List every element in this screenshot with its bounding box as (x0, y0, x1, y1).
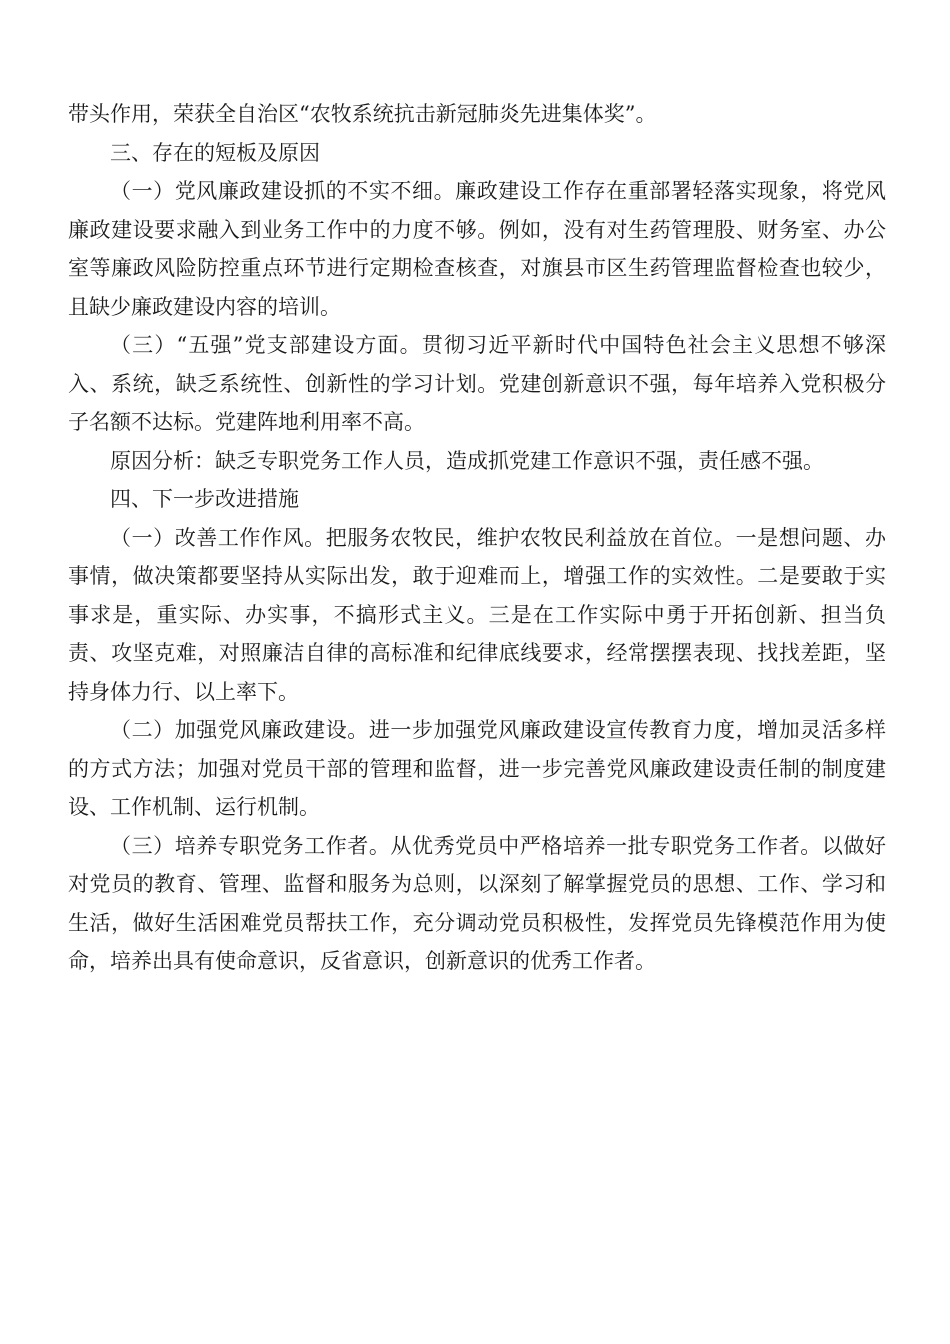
paragraph-integrity-building: （一）党风廉政建设抓的不实不细。廉政建设工作存在重部署轻落实现象，将党风廉政建设要求融入到业务工作中的力度不够。例如，没有对生药管理股、财务室、办公室等廉政风险防控重点环节进行定期检查核查，对旗县市区生药管理监督检查也较少，且缺少廉政建设内容的培训。 (68, 179, 886, 319)
document-body (68, 95, 886, 981)
paragraph-cause-analysis: 原因分析：缺乏专职党务工作人员，造成抓党建工作意识不强，责任感不强。 (110, 448, 824, 473)
paragraph-five-strong-branch: （三）“五强”党支部建设方面。贯彻习近平新时代中国特色社会主义思想不够深入、系统，缺乏系统性、创新性的学习计划。党建创新意识不强，每年培养入党积极分子名额不达标。党建阵地利用率不高。 (68, 333, 886, 434)
paragraph-train-party-workers: （三）培养专职党务工作者。从优秀党员中严格培养一批专职党务工作者。以做好对党员的教育、管理、监督和服务为总则，以深刻了解掌握党员的思想、工作、学习和生活，做好生活困难党员帮扶工作，充分调动党员积极性，发挥党员先锋模范作用为使命，培养出具有使命意识，反省意识，创新意识的优秀工作者。 (68, 833, 886, 973)
section-heading-next-steps: 四、下一步改进措施 (110, 487, 299, 511)
section-heading-shortcomings: 三、存在的短板及原因 (110, 140, 320, 165)
paragraph-strengthen-integrity: （二）加强党风廉政建设。进一步加强党风廉政建设宣传教育力度，增加灵活多样的方式方法；加强对党员干部的管理和监督，进一步完善党风廉政建设责任制的制度建设、工作机制、运行机制。 (68, 718, 886, 819)
paragraph-improve-work-style: （一）改善工作作风。把服务农牧民，维护农牧民利益放在首位。一是想问题、办事情，做决策都要坚持从实际出发，敢于迎难而上，增强工作的实效性。二是要敢于实事求是，重实际、办实事，不搞形式主义。三是在工作实际中勇于开拓创新、担当负责、攻坚克难，对照廉洁自律的高标准和纪律底线要求，经常摆摆表现、找找差距，坚持身体力行、以上率下。 (68, 525, 886, 704)
paragraph-continuation: 带头作用，荣获全自治区“农牧系统抗击新冠肺炎先进集体奖”。 (68, 102, 657, 126)
